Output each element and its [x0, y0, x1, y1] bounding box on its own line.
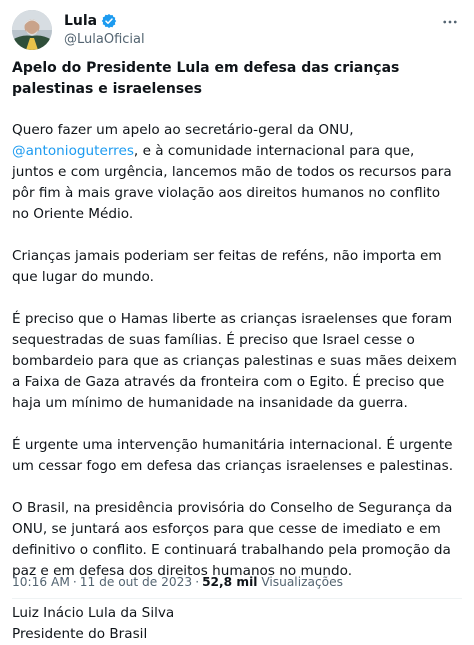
- paragraph-5: O Brasil, na presidência provisória do Conselho de Segurança da ONU, se juntará aos esforços para que cesse de imediato e em definitivo o conflito. E continuará trabalhando pela promoção da paz e em defesa dos direitos humanos no mundo.: [12, 500, 453, 579]
- avatar[interactable]: [12, 10, 52, 50]
- tweet-date[interactable]: 11 de out de 2023: [79, 575, 193, 589]
- views-count[interactable]: 52,8 mil: [202, 575, 258, 589]
- divider: [12, 598, 462, 599]
- tweet-title: Apelo do Presidente Lula em defesa das crianças palestinas e israelenses: [12, 60, 400, 97]
- paragraph-1-start: Quero fazer um apelo ao secretário-geral da ONU,: [12, 122, 354, 138]
- mention-link[interactable]: @antonioguterres: [12, 143, 134, 159]
- author-handle[interactable]: @LulaOficial: [64, 32, 145, 47]
- paragraph-1: [12, 120, 460, 225]
- paragraph-2: Crianças jamais poderiam ser feitas de reféns, não importa em que lugar do mundo.: [12, 248, 442, 285]
- verified-badge-icon: [101, 13, 117, 29]
- tweet-header: [12, 10, 462, 50]
- tweet-text: [12, 58, 460, 645]
- tweet-time[interactable]: 10:16 AM: [12, 575, 70, 589]
- author-names: [64, 12, 145, 47]
- signature-name: Luiz Inácio Lula da Silva: [12, 605, 175, 621]
- paragraph-3: É preciso que o Hamas liberte as crianças israelenses que foram sequestradas de suas famílias. É preciso que Israel cesse o bombardeio para que as crianças palestinas e suas mães deixem a Faixa de Gaza através da fronteira com o Egito. É preciso que haja um mínimo de humanidade na insanidade da guerra.: [12, 311, 457, 411]
- signature-title: Presidente do Brasil: [12, 626, 148, 642]
- tweet-meta: [12, 575, 343, 589]
- paragraph-4: É urgente uma intervenção humanitária internacional. É urgente um cessar fogo em defesa das crianças israelenses e palestinas.: [12, 437, 454, 474]
- meta-separator-2: ·: [195, 575, 200, 589]
- display-name-row: [64, 12, 145, 30]
- paragraph-1-end: , e à comunidade internacional para que, juntos e com urgência, lancemos mão de todos os recursos para pôr fim à mais grave violação aos direitos humanos no conflito no Oriente Médio.: [12, 143, 452, 222]
- avatar-image: [12, 10, 52, 50]
- display-name[interactable]: Lula: [64, 13, 98, 29]
- views-label: Visualizações: [261, 575, 343, 589]
- more-options-icon[interactable]: [438, 10, 462, 34]
- meta-separator: ·: [72, 575, 77, 589]
